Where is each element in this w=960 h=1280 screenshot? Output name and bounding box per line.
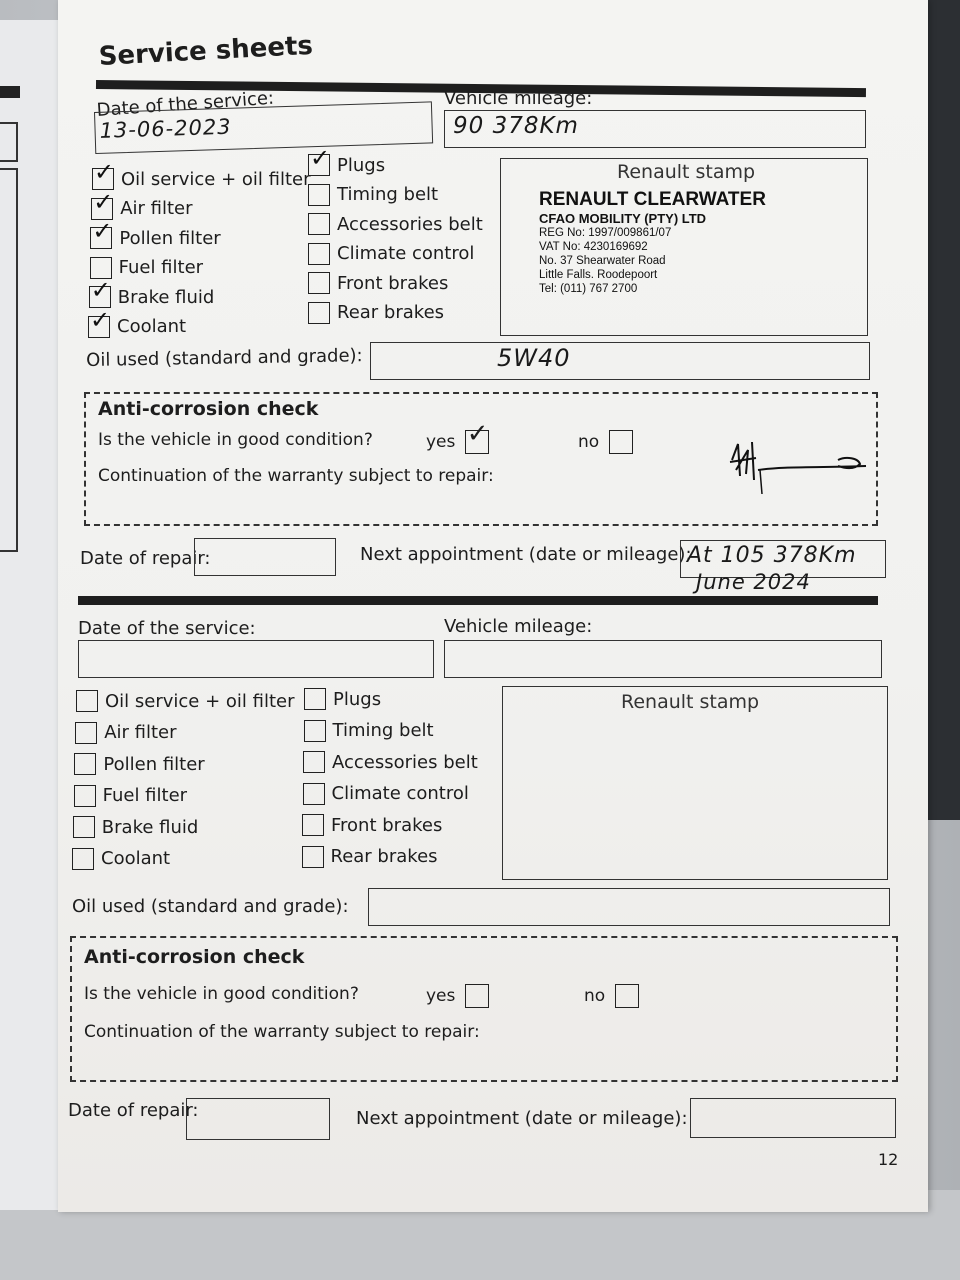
sheet2-left-label: Oil service + oil filter <box>105 690 295 712</box>
yes-checkbox[interactable] <box>465 419 489 454</box>
sheet1-left-label: Pollen filter <box>119 227 221 249</box>
sheet2-right-item[interactable] <box>302 814 442 836</box>
sheet1-right-item[interactable] <box>308 144 386 176</box>
sheet2-right-checkbox[interactable] <box>303 751 325 773</box>
sheet2-right-item[interactable] <box>302 846 438 868</box>
sheet2-right-label: Accessories belt <box>332 751 478 773</box>
sheet2-right-label: Climate control <box>331 783 469 804</box>
sheet2-right-item[interactable] <box>303 783 469 805</box>
date-of-service-field-2[interactable] <box>78 640 434 678</box>
oil-used-field[interactable] <box>370 342 870 380</box>
checkmark-icon: ✓ <box>93 187 114 216</box>
sheet2-left-item[interactable] <box>75 722 176 744</box>
no-label: no <box>578 432 600 452</box>
sheet2-right-checkbox[interactable] <box>304 720 326 742</box>
next-appointment-field-2[interactable] <box>690 1098 896 1138</box>
good-condition-no-2 <box>584 984 639 1008</box>
vehicle-mileage-label: Vehicle mileage: <box>444 88 593 109</box>
sheet2-right-label: Front brakes <box>331 814 443 836</box>
sheet2-right-item[interactable] <box>304 720 434 742</box>
sheet1-right-item[interactable] <box>308 272 448 294</box>
sheet2-right-label: Rear brakes <box>330 846 438 867</box>
sheet1-left-checkbox[interactable] <box>89 276 111 308</box>
next-appointment-value-line2: June 2024 <box>696 570 811 594</box>
sheet2-right-item[interactable] <box>304 688 381 710</box>
checkmark-icon: ✓ <box>92 217 113 245</box>
sheet2-left-item[interactable] <box>72 848 170 870</box>
sheet2-left-label: Brake fluid <box>101 816 199 838</box>
yes-checkmark: ✓ <box>466 419 489 449</box>
sheet1-right-checkbox[interactable] <box>308 213 330 235</box>
sheet1-right-item[interactable] <box>308 302 444 324</box>
next-appointment-value-line1: At 105 378Km <box>687 543 857 568</box>
date-of-service-label-2: Date of the service: <box>78 618 256 639</box>
sheet2-left-checkbox[interactable] <box>74 785 96 807</box>
sheet1-left-item[interactable] <box>90 217 221 249</box>
date-of-repair-label-2: Date of repair: <box>68 1100 199 1121</box>
stamp-telephone: Tel: (011) 767 2700 <box>539 283 638 295</box>
warranty-continuation-label: Continuation of the warranty subject to repair: <box>98 466 494 486</box>
previous-page-rule <box>0 86 20 98</box>
good-condition-yes-2 <box>426 984 489 1008</box>
sheet1-right-label: Timing belt <box>337 184 439 205</box>
page-title: Service sheets <box>98 30 314 72</box>
sheet2-left-item[interactable] <box>76 690 295 712</box>
sheet1-right-label: Accessories belt <box>337 213 483 235</box>
oil-used-label-2: Oil used (standard and grade): <box>72 896 349 917</box>
renault-stamp-box <box>500 158 868 336</box>
next-appointment-label: Next appointment (date or mileage): <box>360 544 692 565</box>
next-appointment-label-2: Next appointment (date or mileage): <box>356 1108 688 1129</box>
sheet1-right-label: Rear brakes <box>337 302 445 323</box>
renault-stamp-box-2 <box>502 686 888 880</box>
good-condition-question: Is the vehicle in good condition? <box>98 430 373 450</box>
sheet1-left-label: Coolant <box>117 316 187 337</box>
yes-checkbox-2[interactable] <box>465 984 489 1008</box>
anti-corrosion-title: Anti-corrosion check <box>98 398 319 420</box>
date-of-service-value: 13-06-2023 <box>99 114 232 143</box>
sheet2-left-label: Air filter <box>104 722 177 743</box>
date-of-repair-field[interactable] <box>194 538 336 576</box>
sheet1-left-label: Brake fluid <box>117 286 215 308</box>
sheet2-right-checkbox[interactable] <box>304 688 326 710</box>
sheet2-left-label: Coolant <box>101 848 171 869</box>
sheet2-right-checkbox[interactable] <box>302 814 324 836</box>
warranty-continuation-label-2: Continuation of the warranty subject to repair: <box>84 1022 480 1042</box>
sheet2-right-checkbox[interactable] <box>303 783 325 805</box>
sheet2-right-checkbox[interactable] <box>302 846 324 868</box>
oil-used-value: 5W40 <box>497 344 571 372</box>
anti-corrosion-section <box>84 392 878 526</box>
date-of-service-label: Date of the service: <box>96 87 275 121</box>
renault-stamp-label-2: Renault stamp <box>621 691 760 713</box>
anti-corrosion-section-2 <box>70 936 898 1082</box>
checkmark-icon: ✓ <box>94 158 115 186</box>
no-checkbox-2[interactable] <box>615 984 639 1008</box>
stamp-company: CFAO MOBILITY (PTY) LTD <box>539 211 707 226</box>
sheet2-left-checkbox[interactable] <box>73 816 95 838</box>
anti-corrosion-title-2: Anti-corrosion check <box>84 946 305 968</box>
renault-stamp-label: Renault stamp <box>617 161 756 183</box>
good-condition-yes <box>426 419 489 454</box>
sheet2-left-item[interactable] <box>73 816 199 838</box>
sheet1-right-item[interactable] <box>308 243 474 265</box>
sheet2-right-label: Plugs <box>333 688 382 710</box>
no-label-2: no <box>584 986 606 1006</box>
sheet1-right-checkbox[interactable] <box>308 243 330 265</box>
vehicle-mileage-field[interactable] <box>444 110 866 148</box>
previous-page-box <box>0 168 18 552</box>
vehicle-mileage-label-2: Vehicle mileage: <box>444 616 593 637</box>
page-number: 12 <box>878 1150 899 1169</box>
sheet2-left-checkbox[interactable] <box>76 690 98 712</box>
yes-label-2: yes <box>426 986 456 1006</box>
stamp-vat-no: VAT No: 4230169692 <box>539 241 648 253</box>
sheet1-right-checkbox[interactable] <box>308 144 331 176</box>
sheet2-left-item[interactable] <box>74 785 187 807</box>
sheet2-left-item[interactable] <box>74 753 204 775</box>
sheet1-right-checkbox[interactable] <box>308 272 330 294</box>
sheet1-left-label: Air filter <box>120 198 193 219</box>
sheet1-left-item[interactable] <box>92 158 311 190</box>
sheet1-left-item[interactable] <box>89 276 215 308</box>
service-booklet-page <box>58 0 928 1212</box>
stamp-dealer-name: RENAULT CLEARWATER <box>539 189 766 210</box>
no-checkbox[interactable] <box>609 430 633 454</box>
good-condition-no <box>578 430 633 454</box>
stamp-address-line1: No. 37 Shearwater Road <box>539 255 666 267</box>
vehicle-mileage-value: 90 378Km <box>453 113 579 139</box>
sheet2-left-checkbox[interactable] <box>75 722 97 744</box>
sheet2-left-label: Pollen filter <box>103 753 205 775</box>
sheet1-right-label: Plugs <box>337 154 386 176</box>
previous-page-box <box>0 122 18 162</box>
stamp-reg-no: REG No: 1997/009861/07 <box>539 227 672 239</box>
sheet1-right-label: Climate control <box>337 243 475 264</box>
good-condition-question-2: Is the vehicle in good condition? <box>84 984 359 1004</box>
sheet1-right-checkbox[interactable] <box>308 184 330 206</box>
sheet1-left-label: Oil service + oil filter <box>121 168 311 190</box>
date-of-repair-field-2[interactable] <box>186 1098 330 1140</box>
yes-label: yes <box>426 432 456 452</box>
sheet1-right-item[interactable] <box>308 184 438 206</box>
vehicle-mileage-field-2[interactable] <box>444 640 882 678</box>
sheet2-right-label: Timing belt <box>332 720 434 741</box>
sheet1-left-checkbox[interactable] <box>88 305 111 338</box>
signature <box>726 430 876 500</box>
sheet1-right-label: Front brakes <box>337 272 449 294</box>
sheet1-left-item[interactable] <box>88 305 187 338</box>
date-of-repair-label: Date of repair: <box>80 548 211 569</box>
sheet2-left-checkbox[interactable] <box>72 848 94 870</box>
sheet2-left-checkbox[interactable] <box>74 753 96 775</box>
sheet1-right-item[interactable] <box>308 213 483 235</box>
checkmark-icon: ✓ <box>90 305 111 334</box>
oil-used-field-2[interactable] <box>368 888 890 926</box>
sheet1-left-checkbox[interactable] <box>90 217 113 249</box>
sheet-divider-rule <box>78 596 878 605</box>
checkmark-icon: ✓ <box>90 276 111 304</box>
sheet2-right-item[interactable] <box>303 751 478 773</box>
sheet2-left-label: Fuel filter <box>102 785 188 806</box>
sheet1-right-checkbox[interactable] <box>308 302 330 324</box>
sheet1-left-label: Fuel filter <box>118 257 204 278</box>
checkmark-icon: ✓ <box>310 144 331 172</box>
stamp-address-line2: Little Falls. Roodepoort <box>539 269 658 281</box>
oil-used-label: Oil used (standard and grade): <box>86 345 363 371</box>
sheet1-left-checkbox[interactable] <box>92 158 115 190</box>
